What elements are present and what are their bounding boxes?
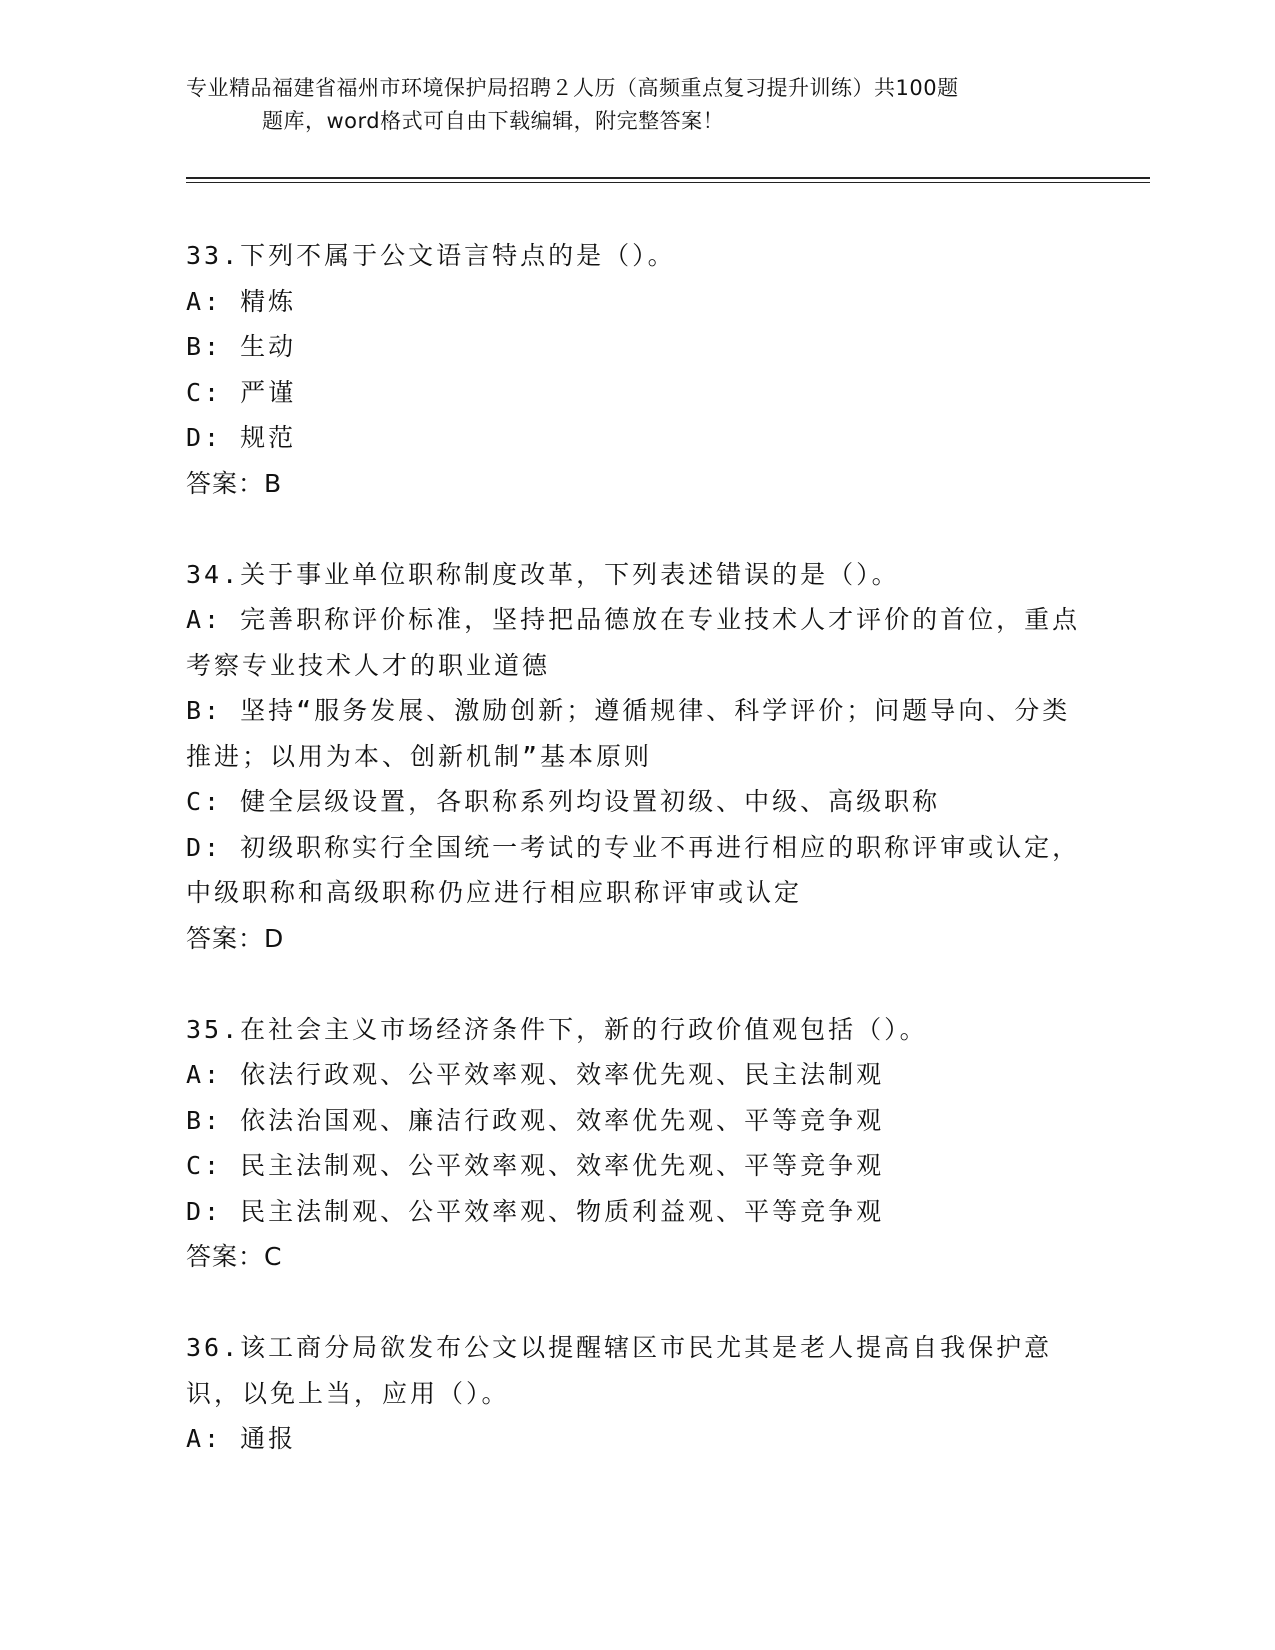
option-d: D: 初级职称实行全国统一考试的专业不再进行相应的职称评审或认定，中级职称和高级职称仍应进行相应职称评审或认定	[186, 832, 1081, 907]
option-a: A: 通报	[186, 1424, 297, 1453]
option-a: A: 依法行政观、公平效率观、效率优先观、民主法制观	[186, 1060, 885, 1089]
question-list	[186, 233, 1086, 1507]
header-title-line-2: 题库，word格式可自由下载编辑，附完整答案！	[262, 109, 725, 133]
question-34	[186, 552, 1086, 962]
option-a: A: 完善职称评价标准，坚持把品德放在专业技术人才评价的首位，重点考察专业技术人才的职业道德	[186, 605, 1081, 680]
header-divider-thick	[186, 177, 1150, 179]
answer: 答案：B	[186, 468, 283, 498]
answer: 答案：C	[186, 1242, 283, 1271]
question-stem: 34.关于事业单位职称制度改革，下列表述错误的是（）。	[186, 559, 900, 589]
question-stem: 33.下列不属于公文语言特点的是（）。	[186, 241, 676, 270]
question-stem: 36.该工商分局欲发布公文以提醒辖区市民尤其是老人提高自我保护意识，以免上当，应用（）。	[186, 1333, 1053, 1408]
option-a: A: 精炼	[186, 286, 297, 316]
header-divider-thin	[186, 182, 1150, 183]
question-stem: 35.在社会主义市场经济条件下，新的行政价值观包括（）。	[186, 1014, 928, 1044]
option-c: C: 严谨	[186, 377, 297, 407]
option-b: B: 坚持“服务发展、激励创新；遵循规律、科学评价；问题导向、分类推进；以用为本、创新机制”基本原则	[186, 696, 1071, 771]
question-36	[186, 1325, 1086, 1462]
option-c: C: 民主法制观、公平效率观、效率优先观、平等竞争观	[186, 1151, 885, 1180]
option-c: C: 健全层级设置，各职称系列均设置初级、中级、高级职称	[186, 787, 941, 816]
option-d: D: 规范	[186, 423, 297, 452]
option-b: B: 生动	[186, 332, 297, 361]
option-b: B: 依法治国观、廉洁行政观、效率优先观、平等竞争观	[186, 1105, 885, 1135]
question-33	[186, 233, 1086, 506]
question-35	[186, 1007, 1086, 1280]
option-d: D: 民主法制观、公平效率观、物质利益观、平等竞争观	[186, 1196, 885, 1226]
header-title-line-1: 专业精品福建省福州市环境保护局招聘２人历（高频重点复习提升训练）共100题	[186, 76, 959, 100]
page-header	[186, 72, 1086, 138]
answer: 答案：D	[186, 923, 285, 953]
